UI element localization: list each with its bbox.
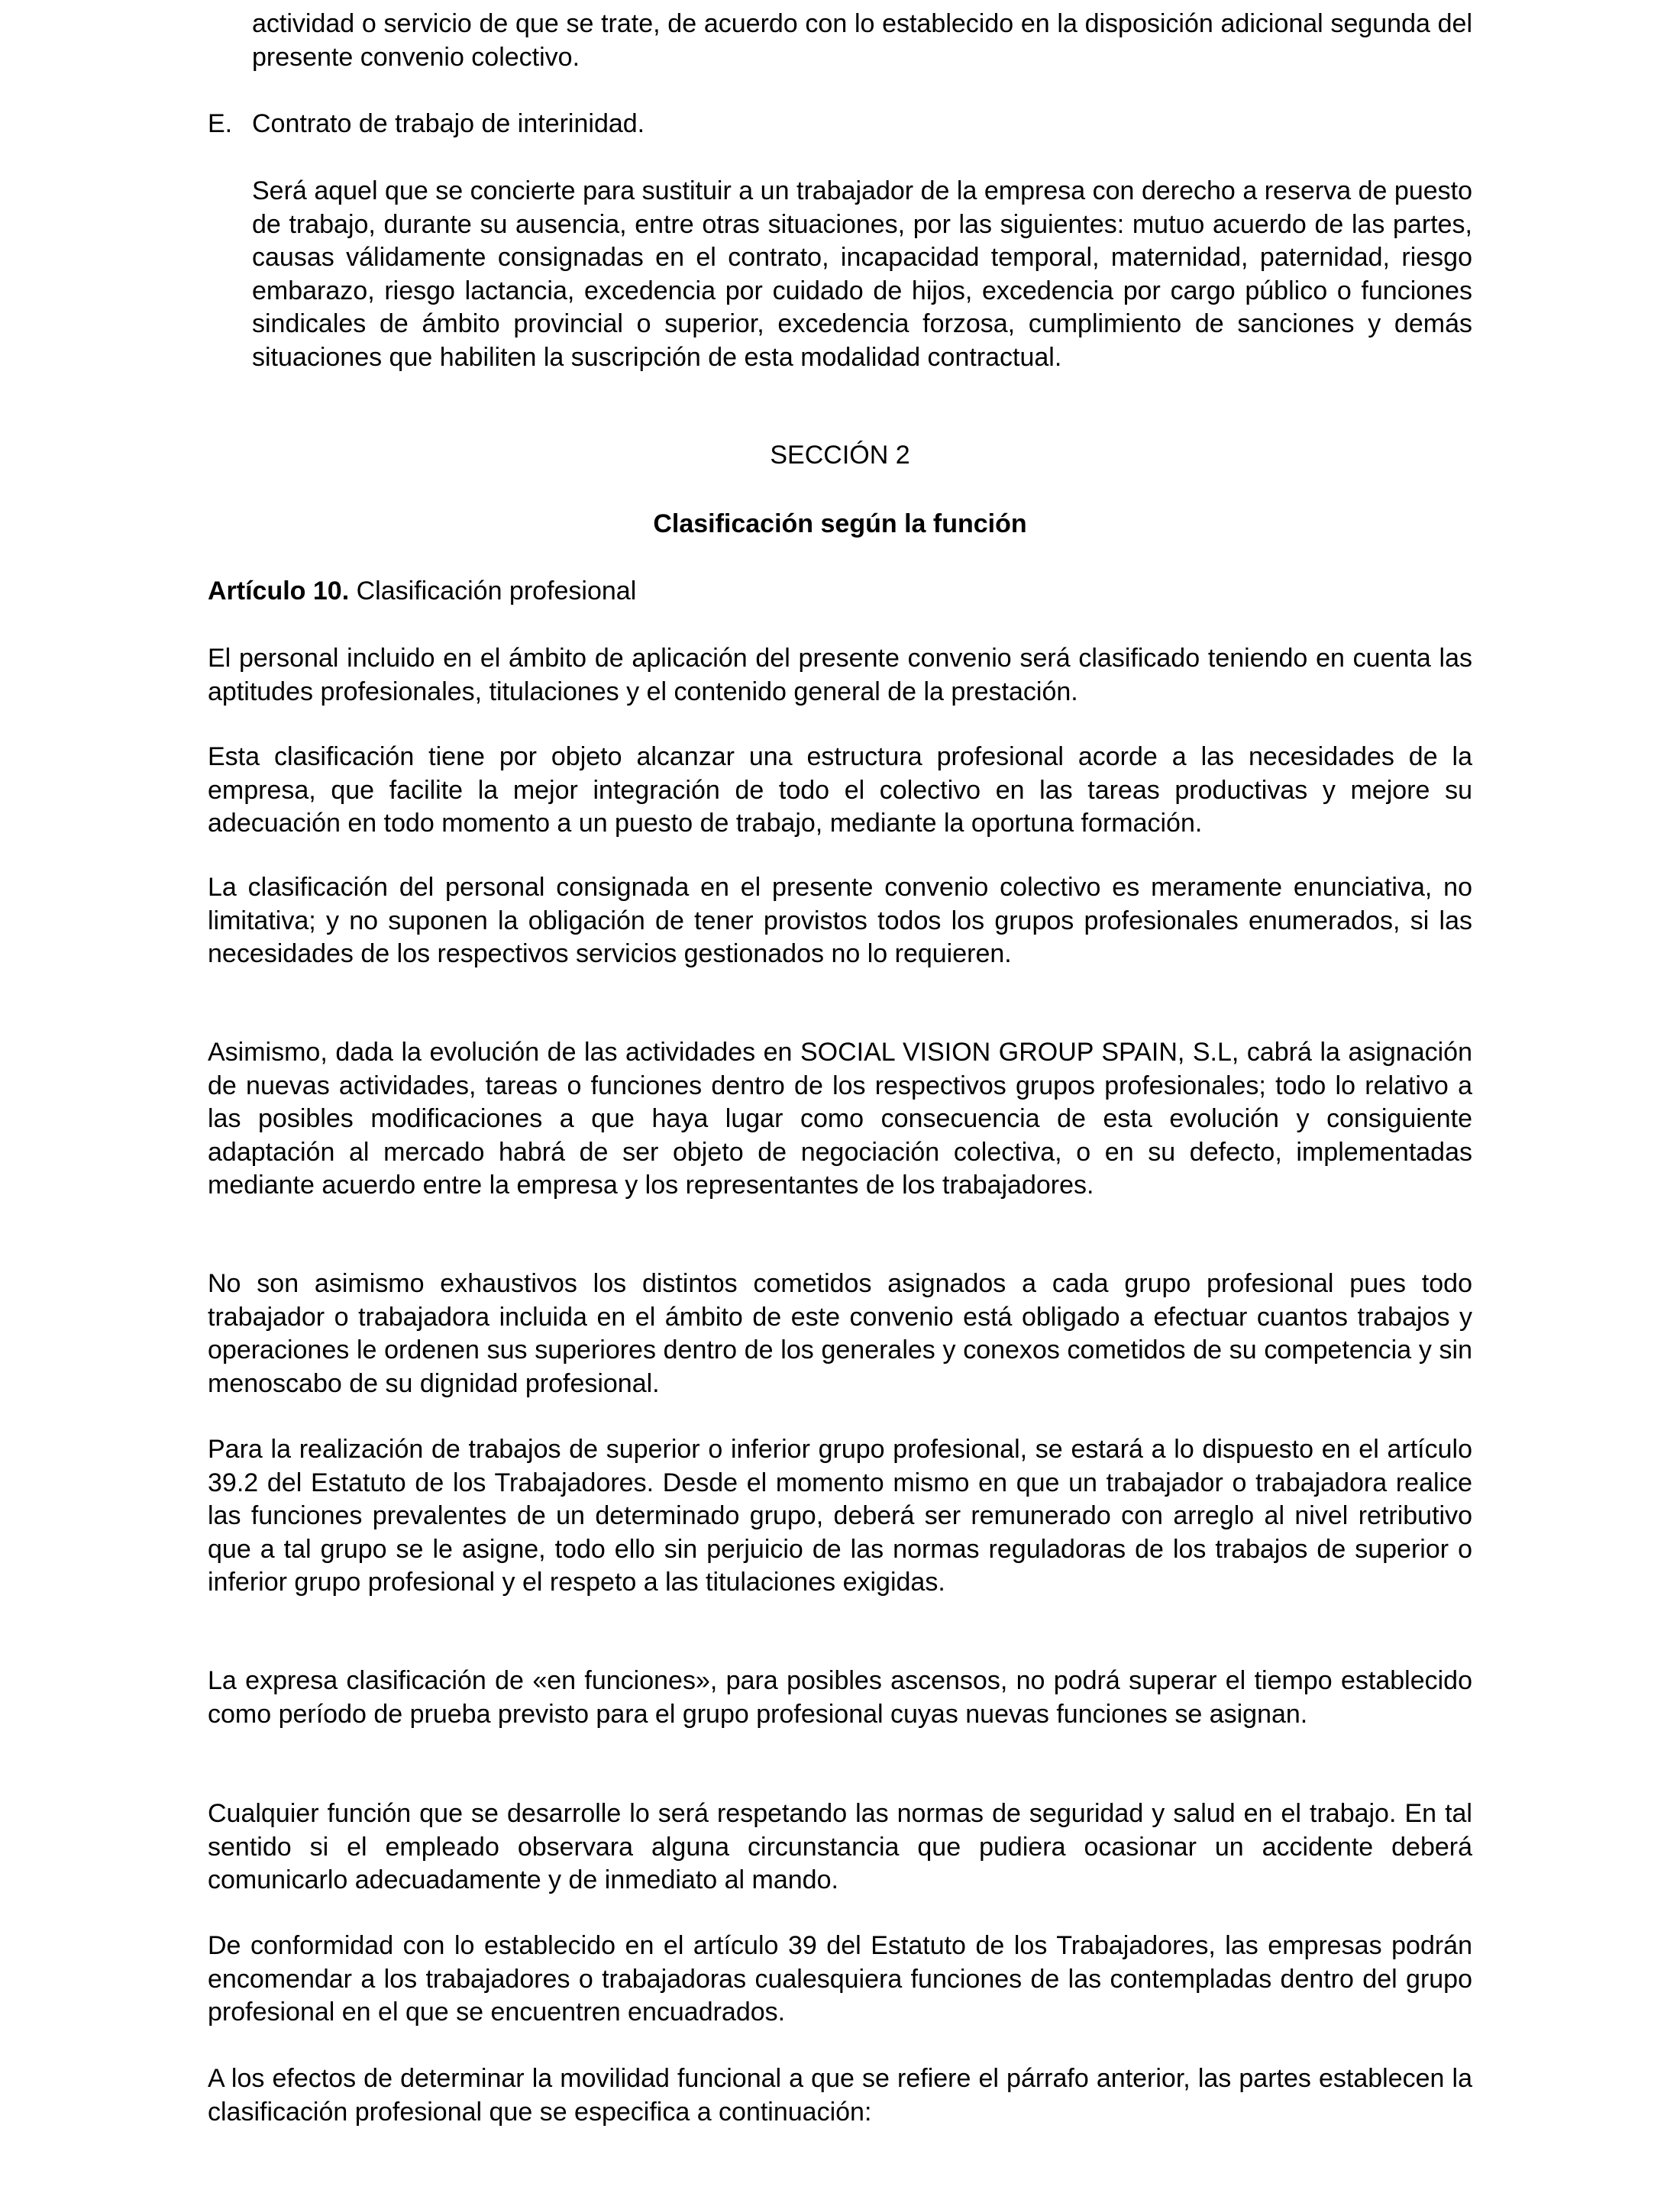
continuation-paragraph: actividad o servicio de que se trate, de acuerdo con lo establecido en la disposición adicional segunda del presente convenio colectivo. xyxy=(252,9,1472,72)
paragraph: La expresa clasificación de «en funciones», para posibles ascensos, no podrá superar el tiempo establecido como período de prueba previsto para el grupo profesional cuyas nuevas funciones se asignan. xyxy=(208,1666,1472,1729)
paragraph: A los efectos de determinar la movilidad funcional a que se refiere el párrafo anterior, las partes establecen la clasificación profesional que se especifica a continuación: xyxy=(208,2064,1472,2127)
section-number: SECCIÓN 2 xyxy=(770,441,910,470)
paragraph: La clasificación del personal consignada en el presente convenio colectivo es meramente enunciativa, no limitativa; y no suponen la obligación de tener provistos todos los grupos profesionales enumerados, si las necesidades de los respectivos servicios gestionados no lo requieren. xyxy=(208,873,1472,968)
paragraph: Asimismo, dada la evolución de las actividades en SOCIAL VISION GROUP SPAIN, S.L, cabrá la asignación de nuevas actividades, tareas o funciones dentro de los respectivos grupos profesionales; todo lo relativo a las posibles modificaciones a que haya lugar como consecuencia de esta evolución y consiguiente adaptación al mercado habrá de ser objeto de negociación colectiva, o en su defecto, implementadas mediante acuerdo entre la empresa y los representantes de los trabajadores. xyxy=(208,1038,1472,1200)
article-label: Artículo 10. xyxy=(208,577,350,606)
paragraph: El personal incluido en el ámbito de aplicación del presente convenio será clasificado teniendo en cuenta las aptitudes profesionales, titulaciones y el contenido general de la prestación. xyxy=(208,644,1472,706)
section-title: Clasificación según la función xyxy=(653,509,1027,538)
item-e-label: E. xyxy=(208,109,233,138)
article-title: Clasificación profesional xyxy=(356,577,637,606)
article-heading xyxy=(208,575,1472,609)
item-e-heading xyxy=(0,108,1680,141)
item-e-title: Contrato de trabajo de interinidad. xyxy=(252,109,645,138)
paragraph: Para la realización de trabajos de superior o inferior grupo profesional, se estará a lo dispuesto en el artículo 39.2 del Estatuto de los Trabajadores. Desde el momento mismo en que un trabajador o trabajadora realice las funciones prevalentes de un determinado grupo, deberá ser remunerado con arreglo al nivel retributivo que a tal grupo se le asigne, todo ello sin perjuicio de las normas reguladoras de los trabajos de superior o inferior grupo profesional y el respeto a las titulaciones exigidas. xyxy=(208,1435,1472,1597)
item-e-body: Será aquel que se concierte para sustituir a un trabajador de la empresa con derecho a reserva de puesto de trabajo, durante su ausencia, entre otras situaciones, por las siguientes: mutuo acuerdo de las partes, causas válidamente consignadas en el contrato, incapacidad temporal, maternidad, paternidad, riesgo embarazo, riesgo lactancia, excedencia por cuidado de hijos, excedencia por cargo público o funciones sindicales de ámbito provincial o superior, excedencia forzosa, cumplimiento de sanciones y demás situaciones que habiliten la suscripción de esta modalidad contractual. xyxy=(252,176,1472,372)
paragraph: Cualquier función que se desarrolle lo será respetando las normas de seguridad y salud en el trabajo. En tal sentido si el empleado observara alguna circunstancia que pudiera ocasionar un accidente deberá comunicarlo adecuadamente y de inmediato al mando. xyxy=(208,1799,1472,1894)
paragraph: De conformidad con lo establecido en el artículo 39 del Estatuto de los Trabajadores, las empresas podrán encomendar a los trabajadores o trabajadoras cualesquiera funciones de las contempladas dentro del grupo profesional en el que se encuentren encuadrados. xyxy=(208,1931,1472,2027)
paragraph: Esta clasificación tiene por objeto alcanzar una estructura profesional acorde a las necesidades de la empresa, que facilite la mejor integración de todo el colectivo en las tareas productivas y mejore su adecuación en todo momento a un puesto de trabajo, mediante la oportuna formación. xyxy=(208,742,1472,838)
paragraph: No son asimismo exhaustivos los distintos cometidos asignados a cada grupo profesional pues todo trabajador o trabajadora incluida en el ámbito de este convenio está obligado a efectuar cuantos trabajos y operaciones le ordenen sus superiores dentro de los generales y conexos cometidos de su competencia y sin menoscabo de su dignidad profesional. xyxy=(208,1269,1472,1398)
